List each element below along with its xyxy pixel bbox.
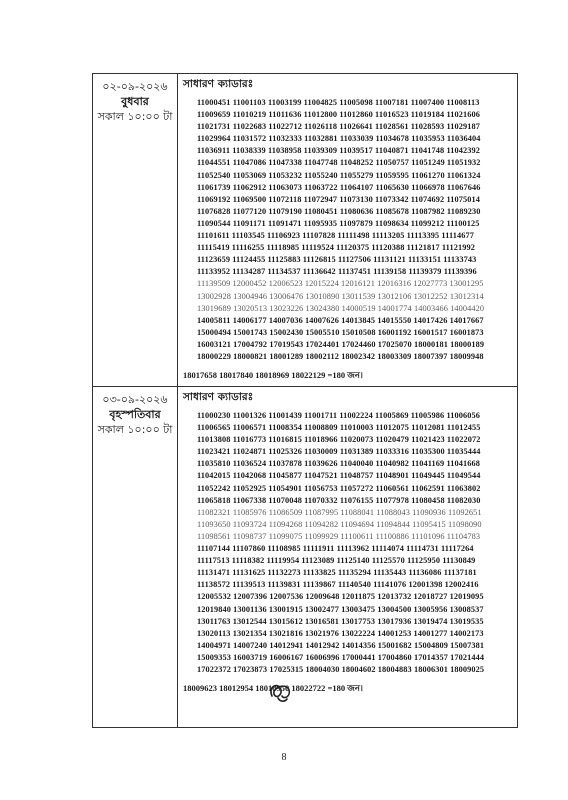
roll-line: 11000451 11001103 11003199 11004825 11005098 11007181 11007400 11008113 (197, 98, 480, 107)
roll-line: 11138572 11139513 11139831 11139867 11140540 11141076 12001398 12002416 (197, 580, 479, 590)
roll-line: 15009353 16003719 16006167 16006996 17000441 17004860 17014357 17021444 (197, 652, 485, 662)
roll-line: 11069192 11069500 11072118 11072947 11073130 11073342 11074692 11075014 (197, 194, 480, 204)
schedule-table (92, 73, 518, 728)
roll-line: 11098561 11098737 11099075 11099929 11100611 11100886 11101096 11104783 (197, 531, 481, 541)
roll-list (183, 410, 513, 676)
roll-line: 12005532 12007396 12007536 12009648 12011875 12013732 12018727 12019095 (197, 592, 484, 602)
roll-line: 11082321 11085976 11086509 11087995 11088041 11088043 11090936 11092651 (197, 507, 482, 517)
roll-line: 11061739 11062912 11063073 11063722 11064107 11065630 11066978 11067646 (197, 182, 481, 192)
roll-line: 11029964 11031572 11032333 11032881 11033039 11034678 11035953 11036404 (197, 134, 481, 144)
roll-line: 11065818 11067338 11070048 11070332 11076155 11077978 11080458 11082030 (197, 495, 481, 505)
roll-cell (178, 387, 517, 727)
total-line (183, 681, 513, 695)
roll-line: 18000229 18000821 18001289 18002112 18002342 18003309 18007397 18009948 (197, 351, 484, 361)
total-count: =180 জন। (327, 683, 363, 694)
exam-time: সকাল ১০:০০ টা (97, 110, 173, 123)
cadre-heading: সাধারণ ক্যাডারঃ (183, 78, 254, 90)
roll-line: 11090544 11091171 11091471 11095935 11097879 11098634 11099212 11100125 (197, 218, 480, 228)
exam-date: ০২-০৯-২০২৬ (102, 80, 168, 93)
last-roll-numbers: 18009623 18012954 18018950 18022722 (183, 683, 326, 694)
schedule-row (93, 387, 517, 727)
roll-line: 11123659 11124455 11125883 11126815 11127506 11131121 11133151 11133743 (197, 255, 477, 265)
date-cell (93, 387, 178, 727)
roll-line: 11023421 11024871 11025326 11030009 11031389 11033316 11035300 11035444 (197, 447, 481, 457)
roll-line: 11076828 11077120 11079190 11080451 11080636 11085678 11087982 11089230 (197, 206, 481, 216)
exam-date: ০৩-০৯-২০২৬ (102, 393, 168, 406)
roll-line: 11042015 11042068 11045877 11047521 11048757 11048901 11049445 11049544 (197, 471, 481, 481)
roll-line: 11006565 11006571 11008354 11008809 11010003 11012075 11012081 11012455 (197, 423, 481, 433)
roll-line: 13002928 13004946 13006476 13010890 13011539 13012106 13012252 13012314 (197, 291, 484, 301)
total-count: =180 জন। (327, 370, 363, 381)
roll-line: 11035810 11036524 11037878 11039626 11040040 11040982 11041169 11041668 (197, 459, 480, 469)
roll-line: 11139509 12000452 12006523 12015224 12016121 12016316 12027773 13001295 (197, 279, 484, 289)
roll-line: 11052242 11052925 11054901 11056753 11057272 11060561 11062591 11063802 (197, 483, 481, 493)
roll-line: 14005811 14006177 14007036 14007626 14013845 14015550 14017426 14017667 (197, 315, 484, 325)
roll-line: 11052540 11053069 11053232 11055240 11055279 11059595 11061270 11061324 (197, 170, 481, 180)
last-roll-numbers: 18017658 18017840 18018969 18022129 (183, 370, 326, 381)
roll-line: 11117513 11118382 11119954 11123089 11125140 11125570 11125950 11130849 (197, 556, 476, 566)
roll-line: 11131471 11131625 11132273 11133825 11135294 11135443 11136086 11137181 (197, 568, 477, 578)
cadre-heading: সাধারণ ক্যাডারঃ (183, 391, 254, 403)
roll-line: 13019689 13020513 13023226 13024380 14000519 14001774 14003466 14004420 (197, 303, 485, 313)
roll-line: 13011763 13012544 13015612 13016581 13017753 13017936 13019474 13019535 (197, 616, 484, 626)
exam-day: বৃহস্পতিবার (109, 408, 161, 421)
roll-line: 11009659 11010219 11011636 11012800 11012860 11016523 11019184 11021606 (197, 110, 480, 120)
roll-line: 12019840 13001136 13001915 13002477 13003475 13004500 13005956 13008537 (197, 604, 484, 614)
roll-line: 11133952 11134287 11134537 11136642 11137451 11139158 11139379 11139396 (197, 267, 477, 277)
signature-mark (262, 676, 298, 706)
roll-line: 11021731 11022683 11022712 11026118 11026641 11028561 11028593 11029187 (197, 122, 480, 132)
roll-line: 11101611 11103545 11106923 11107828 11111498 11113205 11113395 11114677 (197, 231, 475, 241)
roll-line: 11000230 11001326 11001439 11001711 11002224 11005869 11005986 11006056 (197, 411, 480, 420)
total-line (183, 368, 513, 382)
roll-line: 11044551 11047086 11047338 11047748 11048252 11050757 11051249 11051932 (197, 158, 481, 168)
page-number: 8 (281, 752, 287, 763)
roll-list (183, 97, 513, 363)
exam-day: বুধবার (121, 95, 149, 108)
roll-line: 11107144 11107860 11108985 11111911 11113962 11114074 11114731 11117264 (197, 544, 474, 554)
schedule-row (93, 74, 517, 387)
roll-line: 16003121 17004792 17019543 17024401 17024460 17025070 18000181 18000189 (197, 339, 485, 349)
roll-line: 11093650 11093724 11094268 11094282 11094694 11094844 11095415 11098090 (197, 519, 482, 529)
roll-line: 11013808 11016773 11016815 11018966 11020073 11020479 11021423 11022072 (197, 435, 481, 445)
roll-line: 15000494 15001743 15002430 15005510 15010508 16001192 16001517 16001873 (197, 327, 484, 337)
roll-line: 17022372 17023873 17025315 18004030 18004602 18004883 18006301 18009025 (197, 664, 485, 674)
roll-line: 14004971 14007240 14012941 14012942 14014356 15001682 15004809 15007381 (197, 640, 485, 650)
roll-line: 11115419 11116255 11118985 11119524 11120375 11120388 11121817 11121992 (197, 243, 475, 253)
roll-cell (178, 74, 517, 386)
exam-time: সকাল ১০:০০ টা (97, 423, 173, 436)
roll-line: 11036911 11038339 11038958 11039309 11039517 11040871 11041748 11042392 (197, 146, 480, 156)
date-cell (93, 74, 178, 386)
roll-line: 13020113 13021354 13021816 13021976 13022224 14001253 14001277 14002173 (197, 628, 484, 638)
